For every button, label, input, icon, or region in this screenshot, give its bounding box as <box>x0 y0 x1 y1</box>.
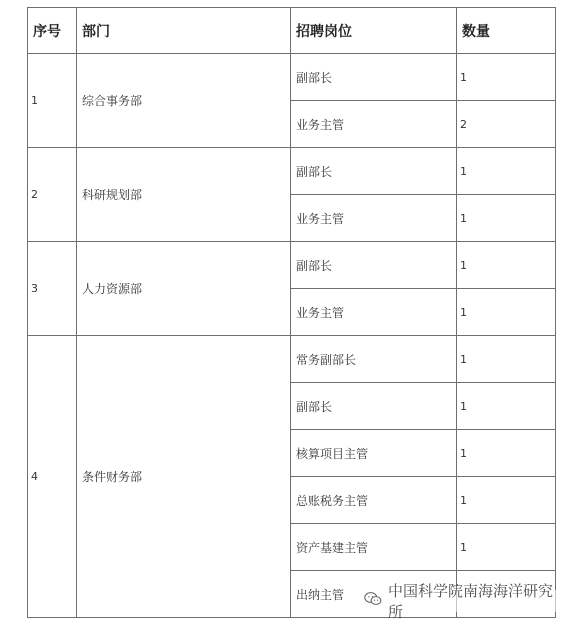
position-cell: 常务副部长 <box>291 336 457 383</box>
serial-cell: 2 <box>28 148 77 242</box>
position-cell: 副部长 <box>291 242 457 289</box>
quantity-cell: 1 <box>457 289 556 336</box>
serial-cell: 4 <box>28 336 77 618</box>
watermark-text: 中国科学院南海海洋研究所 <box>388 582 554 621</box>
position-cell: 业务主管 <box>291 101 457 148</box>
quantity-cell: 2 <box>457 101 556 148</box>
department-cell: 条件财务部 <box>77 336 291 618</box>
header-quantity: 数量 <box>457 8 556 54</box>
department-cell: 科研规划部 <box>77 148 291 242</box>
quantity-cell: 1 <box>457 336 556 383</box>
wechat-icon <box>364 591 382 611</box>
table-row <box>28 148 556 195</box>
quantity-cell: 1 <box>457 430 556 477</box>
table-row <box>28 54 556 101</box>
position-cell: 出纳主管 <box>291 571 457 618</box>
position-cell: 总账税务主管 <box>291 477 457 524</box>
header-serial: 序号 <box>28 8 77 54</box>
position-cell: 副部长 <box>291 148 457 195</box>
serial-cell: 1 <box>28 54 77 148</box>
position-cell: 副部长 <box>291 54 457 101</box>
header-position: 招聘岗位 <box>291 8 457 54</box>
quantity-cell: 1 <box>457 242 556 289</box>
quantity-cell: 1 <box>457 148 556 195</box>
department-cell: 人力资源部 <box>77 242 291 336</box>
table-row <box>28 336 556 383</box>
header-department: 部门 <box>77 8 291 54</box>
position-cell: 业务主管 <box>291 289 457 336</box>
recruitment-table <box>27 7 556 618</box>
table-row <box>28 242 556 289</box>
quantity-cell: 1 <box>457 524 556 571</box>
quantity-cell: 1 <box>457 54 556 101</box>
quantity-cell: 1 <box>457 477 556 524</box>
quantity-cell: 1 <box>457 195 556 242</box>
department-cell: 综合事务部 <box>77 54 291 148</box>
position-cell: 副部长 <box>291 383 457 430</box>
position-cell: 核算项目主管 <box>291 430 457 477</box>
position-cell: 资产基建主管 <box>291 524 457 571</box>
watermark <box>360 582 570 621</box>
serial-cell: 3 <box>28 242 77 336</box>
position-cell: 业务主管 <box>291 195 457 242</box>
table-header-row <box>28 8 556 54</box>
quantity-cell: 1 <box>457 383 556 430</box>
